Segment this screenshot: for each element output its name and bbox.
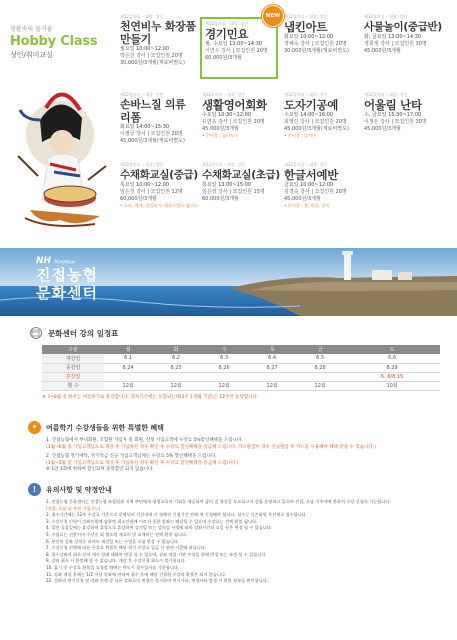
schedule-section — [30, 327, 440, 400]
class-tag: 제12강의실 – 대상: 성인 — [364, 92, 408, 97]
benefit-section — [28, 423, 438, 474]
schedule-note: ※ 7~8월 중 한주는 여름휴가로 휴강합니다. 강좌기간에는 포함되는데(3주 1개월 기준)은 12주간 운영합니다. — [42, 394, 259, 400]
class-catalog — [0, 0, 457, 248]
class-card[interactable] — [364, 14, 454, 88]
class-name: 수채화교실(중급) — [120, 169, 198, 181]
class-tag: 제12강의실 – 대상: 성인 — [284, 92, 328, 97]
class-name: 한글서예반 — [284, 168, 339, 182]
nh-mark-sub: NongHyup — [54, 259, 76, 264]
class-time: 수요일 10:30~12:00 — [202, 111, 252, 118]
rules-section — [28, 485, 438, 585]
table-cell — [152, 372, 200, 381]
table-cell: 6.2 — [152, 354, 200, 363]
class-card[interactable] — [284, 92, 370, 166]
list-item: 6. 본인의 강좌 강의중 하여도 개강일 또는 수업을 포함 받을 수 없습니다. — [46, 538, 180, 544]
class-tag: 제12강의실 – 대상: 성인 — [284, 162, 328, 167]
class-time: 목요일 13:00~15:00 — [202, 181, 252, 188]
table-cell: 6.1 — [104, 354, 152, 363]
benefit-item: 2. 진접농협 정기예탁, 정기적금 신규 가입고객님께는 수강료 5% 할인혜택을 드립니다. — [46, 454, 217, 459]
row-label: 횟 수 — [42, 381, 104, 390]
class-name: 냅킨아트 — [284, 20, 328, 34]
class-fee: 45,000원/3개월 — [364, 47, 401, 54]
class-fee: 45,000원/3개월(재료비별도) — [284, 125, 349, 132]
brand-block — [10, 24, 110, 60]
class-fee: 45,000원/3개월 — [364, 125, 401, 132]
table-cell: 6.4 — [248, 354, 296, 363]
class-card[interactable] — [120, 14, 206, 88]
class-time: 수요일 14:00~16:00 — [284, 111, 334, 118]
rules-list — [46, 499, 438, 585]
class-time: 수, 금요일 15:30~17:00 — [364, 111, 422, 118]
table-cell: 12회 — [152, 381, 200, 390]
nh-mark: NH — [36, 256, 52, 266]
class-time: 목요일 10:00~12:00 — [120, 181, 170, 188]
class-time: 화요일 14:00~15:30 — [120, 124, 170, 130]
class-note: • 준비물 : 붓, 먹물, 종이 — [284, 202, 330, 208]
calendar-icon — [30, 327, 42, 339]
class-fee: 60,000원/3개월 — [120, 195, 157, 202]
class-card[interactable] — [120, 162, 206, 236]
table-header: 목 — [248, 345, 296, 354]
list-item: (진접, 오남 외 주민 가입가능) — [46, 505, 101, 511]
star-badge-icon: ✦ — [28, 421, 41, 434]
class-tag: 제12강의실 – 대상: 성인 — [364, 14, 408, 19]
class-teacher: 정희재 강사 | 모집인원 30명 — [364, 40, 427, 47]
class-tag: 제12강의실 – 대상: 성인 — [120, 162, 164, 167]
class-teacher: 김경숙 강사 | 모집인원 20명 — [284, 188, 347, 195]
row-label: 휴강일 — [42, 372, 104, 381]
list-item: 2. 접수기간에는 12주 수강료 기준으로 운영되며 기간내에 시 정해진 신청기간 안에 재 신청해야 합니다. 접수는 기존회원 우선제로 접수합니다. — [46, 512, 308, 518]
brand-title: Hobby Class — [10, 34, 98, 49]
class-tag: 제12강의실 – 대상: 성인 — [202, 92, 246, 97]
class-tag: 제12강의실 – 대상: 성인 — [202, 162, 246, 167]
class-fee: 60,000원/3개월 — [205, 54, 242, 61]
brand-kicker: 생활속의 즐거움 — [10, 26, 53, 33]
rules-title: 유의사항 및 약정안내 — [46, 486, 112, 494]
drummer-illustration — [10, 80, 110, 230]
table-row — [42, 363, 440, 372]
table-cell: 6.6 — [344, 354, 440, 363]
table-cell: 6.3 — [200, 354, 248, 363]
class-fee: 45,000원/3개월 — [284, 195, 321, 202]
class-tag: 제12강의실 – 대상: 성인 — [284, 14, 328, 19]
class-name: 천연비누 화장품 만들기 — [120, 20, 196, 46]
class-teacher: 이정은 강사 | 모집인원 30명 — [364, 118, 427, 125]
schedule-title: 문화센터 강의 일정표 — [48, 328, 119, 338]
list-item: 12. 강좌의 연기신청 및 강좌 진행 중 다른 강좌로의 변경은 불가하며 연기사유, 변경사유 발생 시 환불 정보를 확인합니다. — [46, 578, 269, 584]
list-item: 1. 진접농협 문화센터는 진접농협 조합원과 지역 주민에게 평생교육의 기회를 제공하여 삶의 질 향상을 도모하고자 설립 운영하고 있으며 진접, 오남 거주자에 한하여 수강 신청이 가능합니다. — [46, 499, 391, 504]
class-fee: 45,000원/3개월(재료비별도) — [120, 138, 185, 144]
list-item: 7. 수강신청 진행에 따른 수강료 환불은 해당 학기 수강료 입금 시 관련 기준에 따릅니다. — [46, 545, 207, 551]
table-cell — [248, 372, 296, 381]
table-row — [42, 354, 440, 363]
brand-subtitle: 성인/취미교실 — [10, 51, 53, 59]
class-name: 도자기공예 — [284, 98, 339, 112]
table-header: 월 — [104, 345, 152, 354]
list-item: 4. 발견 공휴일에는 휴강하며 휴강으로 휴강하여 강의일 또는 강의실 시정에 따라 강좌시간과 요일 등은 변경 될 수 있습니다. — [46, 525, 273, 531]
class-card[interactable] — [120, 92, 206, 166]
benefit-item: 1. 진접농협에서 부녀회원, 조합원 가입자 중 회원, 신청 기입고객에 수강료 5%할인혜택을 드립니다. — [46, 438, 243, 443]
class-tag: 제12강의실 – 대상: 성인 — [205, 21, 249, 26]
table-cell: 12회 — [200, 381, 248, 390]
class-note: • 준비물 : 필기도구 — [202, 132, 239, 138]
table-header: 토 — [344, 345, 440, 354]
class-tag: 제12강의실 – 대상: 주부 — [120, 92, 164, 97]
table-cell: 6. 6/8.15 — [344, 372, 440, 381]
table-header: 화 — [152, 345, 200, 354]
row-label: 종강일 — [42, 363, 104, 372]
class-teacher: 유연옥 강사 | 모집인원 20명 — [202, 118, 265, 125]
class-time: 화요일 10:00~12:00 — [284, 33, 334, 40]
class-card[interactable] — [284, 14, 370, 88]
class-teacher: 이필금 강사 | 모집인원 20명 — [120, 131, 183, 137]
class-name: 사물놀이(중급반) — [364, 21, 442, 33]
class-time: 금요일 10:00~12:00 — [284, 181, 334, 188]
row-label: 개강일 — [42, 354, 104, 363]
class-note: • 준비물 : 앞치마 — [284, 132, 317, 138]
table-cell: 12회 — [296, 381, 344, 390]
alert-icon: ! — [28, 483, 41, 496]
table-row — [42, 372, 440, 381]
class-time: 월요일 10:00~12:00 — [120, 46, 170, 52]
banner-title-line2: 문화센터 — [36, 284, 98, 302]
class-teacher: 임은정 강사 | 모집인원 15명 — [202, 188, 265, 195]
list-item: 8. 접수강좌의 최초 강의 개시 일에 대하여 변경 될 수 있으며, 강좌 개설 기관 수당을 위해 변경 또는 조정 될 수 있습니다. — [46, 551, 267, 557]
table-cell: 10회 — [344, 381, 440, 390]
class-name: 경기민요 — [205, 27, 249, 41]
table-cell: 8.27 — [248, 363, 296, 372]
class-name: 손바느질 의류리폼 — [120, 98, 186, 124]
benefit-subtext: (1월~6월 중 가입고객님으로 개강 후 가입하신 경우 확인 후 수강료 할인혜택을 송금해 드립니다. 카드발급이 경우 신규발급 후 카드를 사용해야 혜택 받을 수 있습니다.) — [46, 444, 376, 450]
class-time: 화, 금요일 13:00~14:30 — [364, 33, 422, 40]
class-card[interactable] — [202, 92, 288, 166]
class-tag: 제12강의실 – 대상: 성인 — [120, 14, 164, 19]
class-fee: 30,000원/3개월(재료비별도) — [284, 47, 349, 54]
list-item: 9. 강좌 취소 시 환불해 줄 수 없습니다. 개강 후 수강신청 취소가 불가합니다. — [46, 558, 186, 564]
table-cell: 8.29 — [344, 363, 440, 372]
class-time: 월, 수요일 13:00~14:30 — [205, 40, 263, 47]
table-header: 금 — [296, 345, 344, 354]
list-item: 11. 강좌 개강 후에는 1/2 이상 강좌에 관하여 접수 후에 해당 신청한 수강의 환불은 되지 않습니다. — [46, 571, 227, 577]
table-row — [42, 381, 440, 390]
class-card[interactable] — [202, 162, 288, 236]
class-fee: 30,000원/3개월(재료비별도) — [120, 60, 185, 66]
list-item: 5. 수업료는 선불이며 수강중 회 별도의 재료비 및 교재비는 전액 환불 됩니다. — [46, 531, 188, 537]
class-name: 수채화교실(초급) — [202, 169, 280, 181]
benefit-item: ※ 1인 1회에 한하여 할인되며 중복할인 되지 않습니다. — [46, 467, 154, 472]
nh-title-block — [36, 256, 98, 302]
benefit-title: 여름학기 수강생들을 위한 특별한 혜택 — [46, 424, 164, 432]
class-teacher: 이연수 강사 | 모집인원 20명 — [205, 47, 268, 54]
class-teacher: 박은진 강사 | 모집인원 20명 — [120, 53, 183, 59]
list-item: 3. 수강신청 인원이 강좌인원에 달하면 최소인원에 이르지 못한 강좌는 폐강될 수 있으며 수강료는 전액 환불 됩니다. — [46, 518, 258, 524]
hero-banner — [0, 248, 457, 316]
nh-logo — [36, 256, 98, 266]
table-cell: 8.28 — [296, 363, 344, 372]
class-teacher: 정혜숙 강사 | 모집인원 20명 — [284, 40, 347, 47]
table-header: 수 — [200, 345, 248, 354]
table-cell: 12회 — [248, 381, 296, 390]
class-fee: 45,000원/3개월 — [202, 125, 239, 132]
table-header: 구분 — [42, 345, 104, 354]
class-card[interactable] — [364, 92, 454, 166]
class-card[interactable] — [284, 162, 370, 236]
table-cell: 8.24 — [104, 363, 152, 372]
table-cell: 8.25 — [152, 363, 200, 372]
table-cell — [296, 372, 344, 381]
schedule-table — [42, 345, 440, 391]
table-cell: 12회 — [104, 381, 152, 390]
table-cell: 8.26 — [200, 363, 248, 372]
list-item: 10. 휴기 중 수강료 환불을 요청할 때에는 반드시 접수일자를 기준합니다. — [46, 564, 180, 570]
banner-title-line1: 진접농협 — [36, 266, 98, 284]
class-note: • 소묘, 채색, 전입과 등 회화수업도 합니다. — [120, 202, 200, 208]
class-name: 어울림 난타 — [364, 98, 422, 112]
table-cell — [200, 372, 248, 381]
class-name: 생활영어회화 — [202, 98, 267, 112]
benefit-subtext: (1월~5월 중 가입고객님으로 개강 후 가입하신 경우 확인 후 수강료 할인혜택을 송금해 드립니다.) — [46, 460, 239, 466]
new-badge: NEW — [262, 5, 284, 27]
class-fee: 60,000원/3개월 — [202, 195, 239, 202]
table-cell — [104, 372, 152, 381]
class-teacher: 임은정 강사 | 모집인원 12명 — [120, 188, 183, 195]
class-teacher: 최영신 강사 | 모집인원 20명 — [284, 118, 347, 125]
table-cell: 6.5 — [296, 354, 344, 363]
class-card-featured[interactable] — [200, 13, 281, 79]
